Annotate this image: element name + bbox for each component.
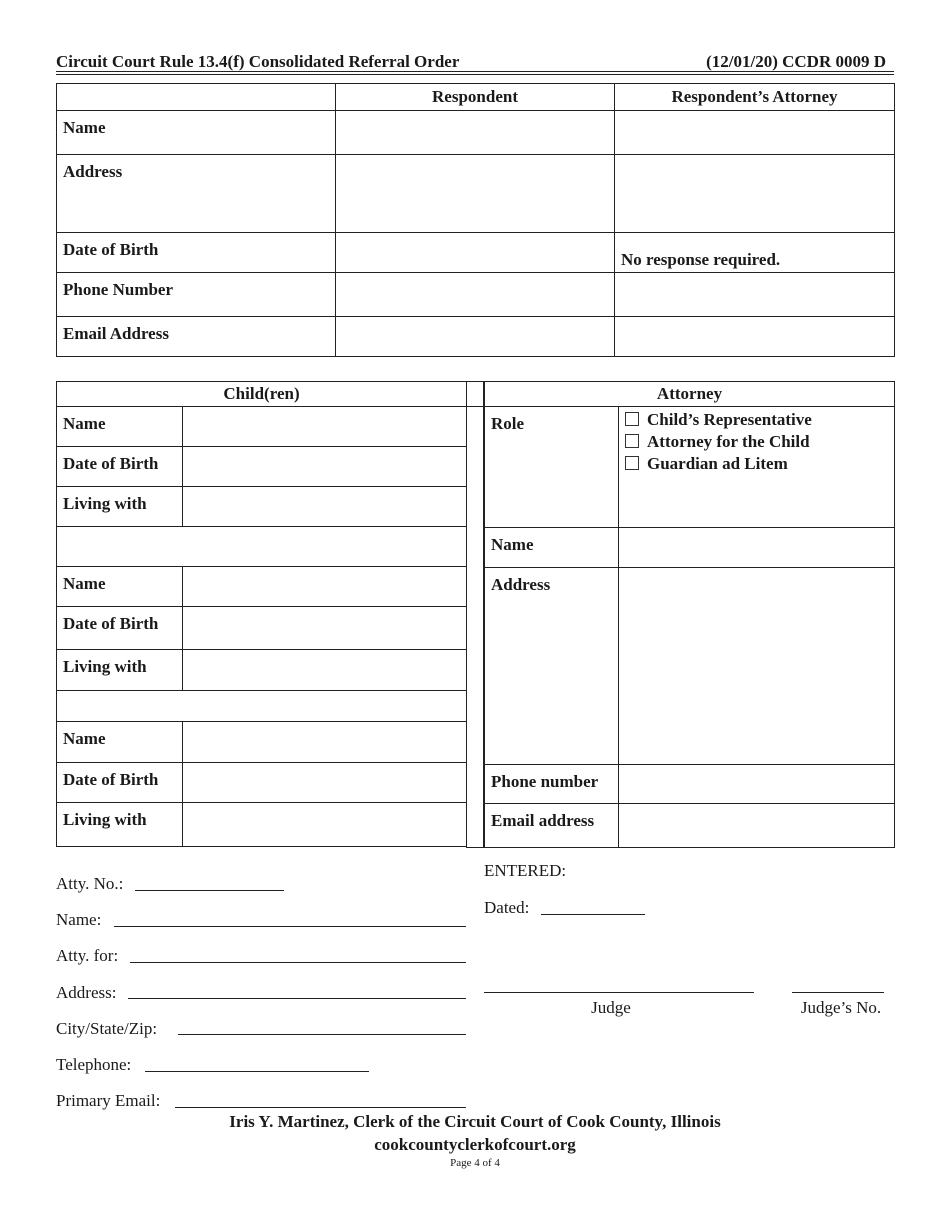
respondent-name-label: Name — [57, 111, 336, 155]
respondent-attorney-column-header: Respondent’s Attorney — [615, 84, 895, 111]
respondent-attorney-name-field[interactable] — [615, 111, 895, 155]
children-table — [56, 381, 467, 847]
role-option-label: Child’s Representative — [647, 410, 812, 429]
respondent-table — [56, 83, 895, 357]
children-spacer-row — [57, 691, 467, 722]
no-response-note: No response required. — [615, 233, 895, 273]
form-code: (12/01/20) CCDR 0009 D — [706, 52, 886, 71]
atty-for-line[interactable] — [130, 962, 466, 963]
attorney-email-label: Email address — [485, 804, 619, 848]
child1-name-field[interactable] — [183, 407, 467, 447]
respondent-email-label: Email Address — [57, 317, 336, 357]
role-option-label: Attorney for the Child — [647, 432, 810, 451]
checkbox[interactable] — [625, 456, 639, 470]
city-state-zip-line[interactable] — [178, 1034, 466, 1035]
checkbox[interactable] — [625, 434, 639, 448]
role-option-childs-representative[interactable] — [625, 409, 888, 431]
atty-no-line[interactable] — [135, 890, 284, 891]
attorney-address-label: Address — [485, 568, 619, 765]
telephone-label: Telephone: — [56, 1055, 132, 1074]
child1-name-label: Name — [57, 407, 183, 447]
atty-for-label: Atty. for: — [56, 946, 119, 965]
divider-column — [466, 381, 484, 848]
respondent-phone-field[interactable] — [336, 273, 615, 317]
children-header: Child(ren) — [57, 382, 467, 407]
attorney-table — [484, 381, 895, 848]
judge-label: Judge — [591, 998, 631, 1017]
child3-dob-label: Date of Birth — [57, 763, 183, 803]
child3-name-label: Name — [57, 722, 183, 763]
respondent-attorney-email-field[interactable] — [615, 317, 895, 357]
child1-dob-label: Date of Birth — [57, 447, 183, 487]
city-state-zip-label: City/State/Zip: — [56, 1019, 158, 1038]
signer-name-line[interactable] — [114, 926, 466, 927]
judge-signature-line[interactable] — [484, 992, 754, 993]
judge-number-line[interactable] — [792, 992, 884, 993]
checkbox[interactable] — [625, 412, 639, 426]
respondent-phone-label: Phone Number — [57, 273, 336, 317]
attorney-name-label: Name — [485, 528, 619, 568]
divider-cell — [467, 407, 484, 848]
child1-living-field[interactable] — [183, 487, 467, 527]
respondent-dob-field[interactable] — [336, 233, 615, 273]
respondent-dob-label: Date of Birth — [57, 233, 336, 273]
respondent-attorney-phone-field[interactable] — [615, 273, 895, 317]
attorney-phone-label: Phone number — [485, 765, 619, 804]
signer-address-label: Address: — [56, 983, 117, 1002]
child2-living-field[interactable] — [183, 650, 467, 691]
clerk-name: Iris Y. Martinez, Clerk of the Circuit Court of Cook County, Illinois — [229, 1112, 721, 1131]
role-option-guardian-ad-litem[interactable] — [625, 453, 888, 475]
header-rule-top — [56, 71, 894, 72]
attorney-email-field[interactable] — [619, 804, 895, 848]
child2-name-field[interactable] — [183, 567, 467, 607]
respondent-email-field[interactable] — [336, 317, 615, 357]
attorney-role-options — [619, 407, 895, 528]
role-option-label: Guardian ad Litem — [647, 454, 788, 473]
judge-number-label: Judge’s No. — [800, 998, 882, 1017]
atty-no-label: Atty. No.: — [56, 874, 124, 893]
respondent-address-label: Address — [57, 155, 336, 233]
entered-label: ENTERED: — [484, 861, 567, 880]
child3-living-field[interactable] — [183, 803, 467, 847]
respondent-column-header: Respondent — [336, 84, 615, 111]
telephone-line[interactable] — [145, 1071, 369, 1072]
attorney-header: Attorney — [485, 382, 895, 407]
signer-name-label: Name: — [56, 910, 102, 929]
signer-address-line[interactable] — [128, 998, 466, 999]
child1-living-label: Living with — [57, 487, 183, 527]
child2-living-label: Living with — [57, 650, 183, 691]
child2-dob-label: Date of Birth — [57, 607, 183, 650]
child3-living-label: Living with — [57, 803, 183, 847]
page-number: Page 4 of 4 — [450, 1157, 500, 1169]
respondent-attorney-address-field[interactable] — [615, 155, 895, 233]
respondent-address-field[interactable] — [336, 155, 615, 233]
child3-dob-field[interactable] — [183, 763, 467, 803]
child2-name-label: Name — [57, 567, 183, 607]
children-spacer-row — [57, 527, 467, 567]
clerk-website: cookcountyclerkofcourt.org — [374, 1135, 576, 1154]
attorney-phone-field[interactable] — [619, 765, 895, 804]
header-rule-bottom — [56, 74, 894, 75]
dated-line[interactable] — [541, 914, 645, 915]
attorney-address-field[interactable] — [619, 568, 895, 765]
form-title: Circuit Court Rule 13.4(f) Consolidated Referral Order — [56, 52, 460, 71]
child1-dob-field[interactable] — [183, 447, 467, 487]
child2-dob-field[interactable] — [183, 607, 467, 650]
primary-email-line[interactable] — [175, 1107, 466, 1108]
primary-email-label: Primary Email: — [56, 1091, 161, 1110]
dated-label: Dated: — [484, 898, 530, 917]
role-option-attorney-for-child[interactable] — [625, 431, 888, 453]
attorney-role-label: Role — [485, 407, 619, 528]
respondent-name-field[interactable] — [336, 111, 615, 155]
divider-cell-top — [467, 382, 484, 407]
child3-name-field[interactable] — [183, 722, 467, 763]
respondent-corner-cell — [57, 84, 336, 111]
attorney-name-field[interactable] — [619, 528, 895, 568]
